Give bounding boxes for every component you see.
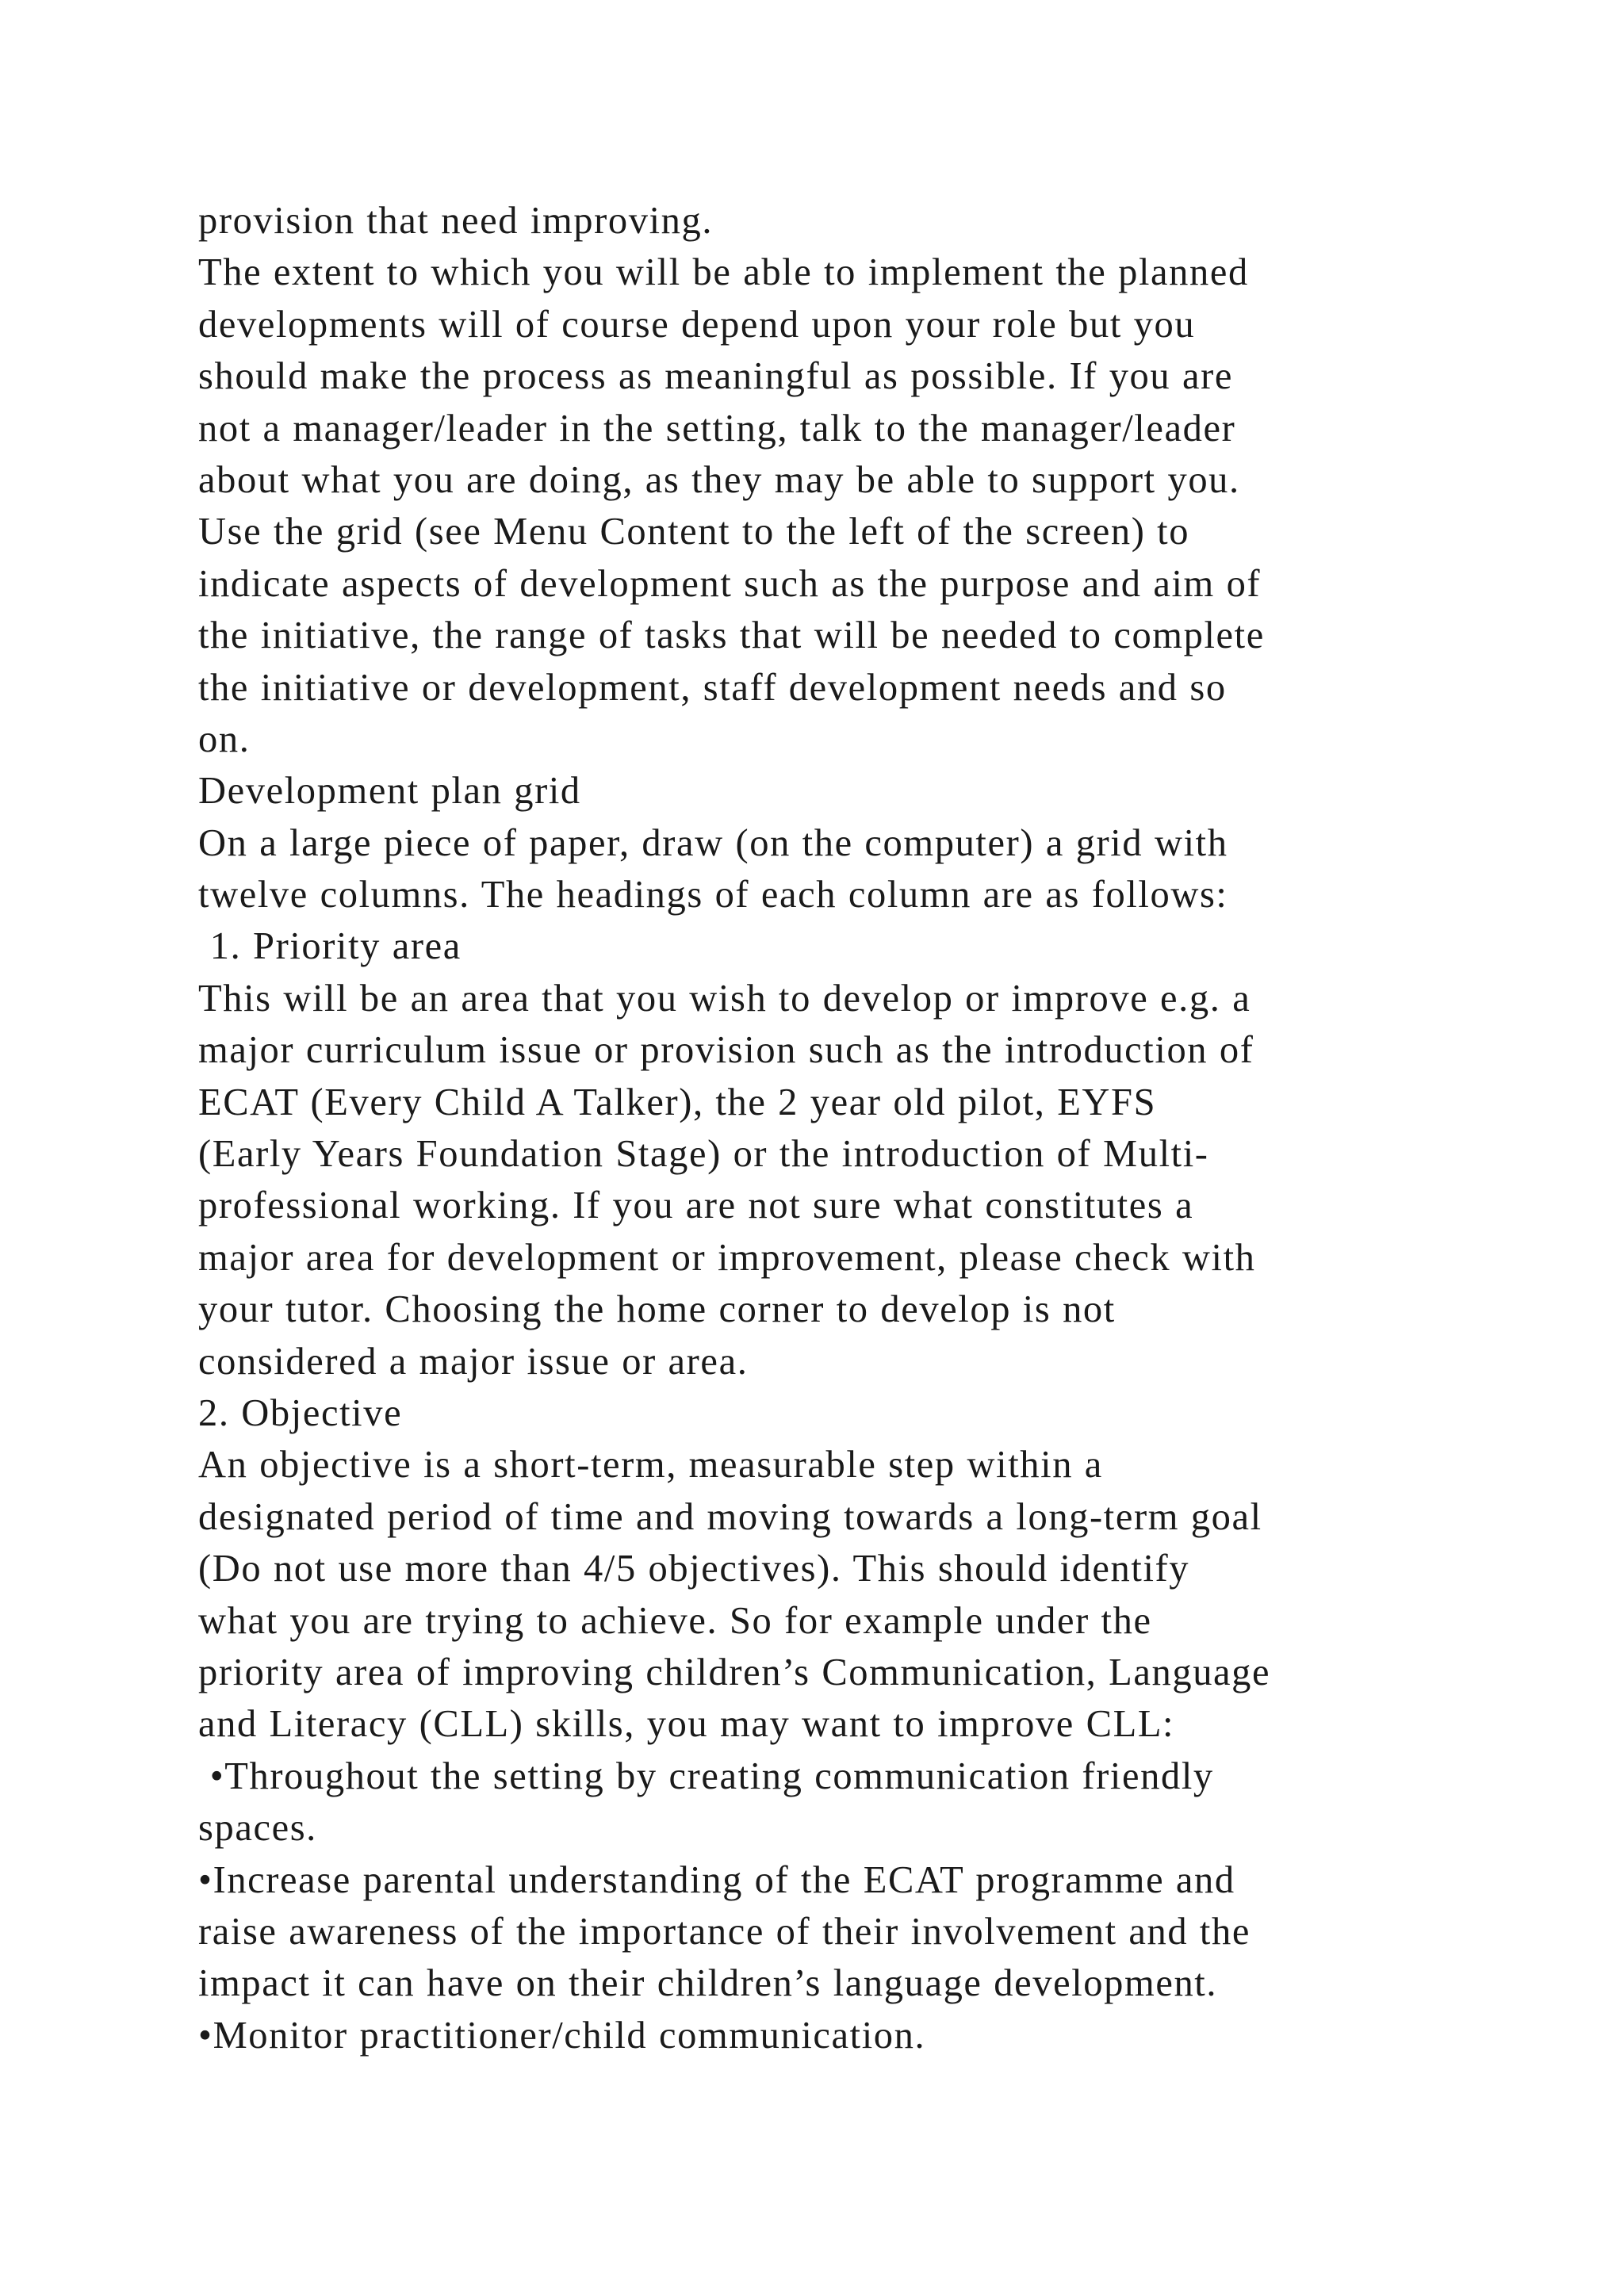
text-line: The extent to which you will be able to implement the planned [198, 251, 1249, 294]
bullet-item: •Monitor practitioner/child communication. [198, 2014, 926, 2057]
text-line: (Early Years Foundation Stage) or the introduction of Multi- [198, 1133, 1209, 1176]
text-line: twelve columns. The headings of each column are as follows: [198, 874, 1228, 916]
text-line: on. [198, 718, 251, 760]
text-line: This will be an area that you wish to develop or improve e.g. a [198, 977, 1251, 1020]
text-line: provision that need improving. [198, 200, 714, 242]
text-line: raise awareness of the importance of their involvement and the [198, 1910, 1251, 1953]
text-line: developments will of course depend upon your role but you [198, 303, 1196, 346]
text-line: ECAT (Every Child A Talker), the 2 year old pilot, EYFS [198, 1081, 1157, 1123]
bullet-item: •Increase parental understanding of the ECAT programme and [198, 1858, 1235, 1901]
text-line: not a manager/leader in the setting, talk to the manager/leader [198, 407, 1236, 450]
text-line: impact it can have on their children’s language development. [198, 1962, 1218, 2005]
text-line: the initiative, the range of tasks that will be needed to complete [198, 614, 1265, 657]
text-line: Use the grid (see Menu Content to the left of the screen) to [198, 511, 1190, 553]
text-line: (Do not use more than 4/5 objectives). This should identify [198, 1548, 1190, 1590]
text-line: professional working. If you are not sure what constitutes a [198, 1184, 1194, 1227]
text-line: major area for development or improvement, please check with [198, 1236, 1256, 1279]
text-line: major curriculum issue or provision such as the introduction of [198, 1029, 1254, 1072]
text-line: On a large piece of paper, draw (on the computer) a grid with [198, 821, 1228, 864]
bullet-item: •Throughout the setting by creating communication friendly [198, 1755, 1214, 1797]
text-line: about what you are doing, as they may be able to support you. [198, 458, 1240, 501]
section-heading: Development plan grid [198, 770, 581, 813]
text-line: what you are trying to achieve. So for example under the [198, 1599, 1152, 1642]
text-line: spaces. [198, 1807, 317, 1850]
text-line: the initiative or development, staff development needs and so [198, 666, 1227, 709]
text-line: and Literacy (CLL) skills, you may want to improve CLL: [198, 1703, 1175, 1746]
list-heading-priority-area: 1. Priority area [198, 925, 462, 968]
text-line: designated period of time and moving towards a long-term goal [198, 1495, 1262, 1538]
text-line: your tutor. Choosing the home corner to develop is not [198, 1288, 1116, 1331]
text-line: indicate aspects of development such as the purpose and aim of [198, 562, 1262, 605]
text-line: priority area of improving children’s Communication, Language [198, 1651, 1271, 1693]
document-page [198, 195, 1546, 2061]
list-heading-objective: 2. Objective [198, 1391, 403, 1434]
text-line: An objective is a short-term, measurable step within a [198, 1444, 1103, 1487]
text-line: should make the process as meaningful as possible. If you are [198, 355, 1233, 398]
text-line: considered a major issue or area. [198, 1340, 749, 1383]
